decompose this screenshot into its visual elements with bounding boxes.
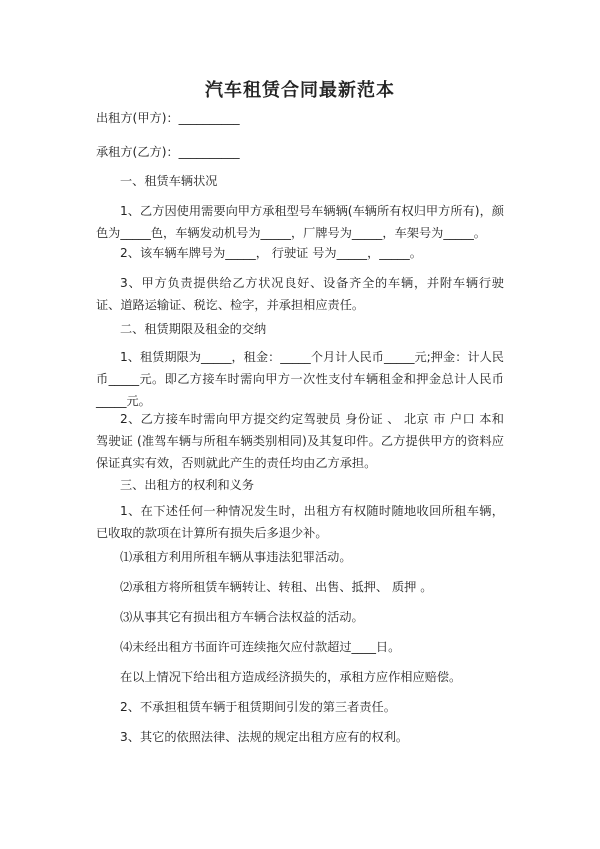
- section-1-paragraph-1: 1、乙方因使用需要向甲方承租型号车辆辆(车辆所有权归甲方所有)，颜色为_____色，车辆发动机号为_____，厂牌号为_____，车架号为_____。: [96, 204, 504, 240]
- section-3-paragraph-3: 3、其它的依照法律、法规的规定出租方应有的权利。: [120, 730, 409, 744]
- document-title: 汽车租赁合同最新范本: [205, 80, 395, 101]
- lessor-line: 出租方(甲方)：__________: [96, 111, 240, 125]
- section-3-note: 在以上情况下给出租方造成经济损失的，承租方应作相应赔偿。: [120, 670, 462, 684]
- section-3-item-3: ⑶从事其它有损出租方车辆合法权益的活动。: [120, 610, 364, 624]
- section-3-heading: 三、出租方的权利和义务: [120, 478, 255, 492]
- section-3-paragraph-2: 2、不承担租赁车辆于租赁期间引发的第三者责任。: [120, 700, 396, 714]
- section-3-item-1: ⑴承租方利用所租车辆从事违法犯罪活动。: [120, 550, 352, 564]
- section-3-paragraph-1: 1、在下述任何一种情况发生时，出租方有权随时随地收回所租车辆，已收取的款项在计算所有损失后多退少补。: [96, 504, 504, 540]
- section-1-paragraph-3: 3、甲方负责提供给乙方状况良好、设备齐全的车辆，并附车辆行驶证、道路运输证、税讫、检字，并承担相应责任。: [96, 276, 504, 312]
- lessee-line: 承租方(乙方)：__________: [96, 145, 240, 159]
- section-3-item-4: ⑷未经出租方书面许可连续拖欠应付款超过____日。: [120, 640, 401, 654]
- section-3-item-2: ⑵承租方将所租赁车辆转让、转租、出售、抵押、 质押 。: [120, 580, 433, 594]
- section-2-paragraph-1: 1、租赁期限为_____，租金：_____个月计人民币_____元;押金：计人民币_____元。即乙方接车时需向甲方一次性支付车辆租金和押金总计人民币_____元。: [96, 350, 504, 408]
- section-1-paragraph-2: 2、该车辆车牌号为_____， 行驶证 号为_____，_____。: [120, 246, 422, 260]
- section-2-heading: 二、租赁期限及租金的交纳: [120, 322, 267, 336]
- section-1-heading: 一、租赁车辆状况: [120, 174, 218, 188]
- section-2-paragraph-2: 2、乙方接车时需向甲方提交约定驾驶员 身份证 、 北京 市 户口 本和驾驶证 (准驾车辆与所租车辆类别相同)及其复印件。乙方提供甲方的资料应保证真实有效，否则就此产生的责任均由乙方承担。: [96, 412, 504, 470]
